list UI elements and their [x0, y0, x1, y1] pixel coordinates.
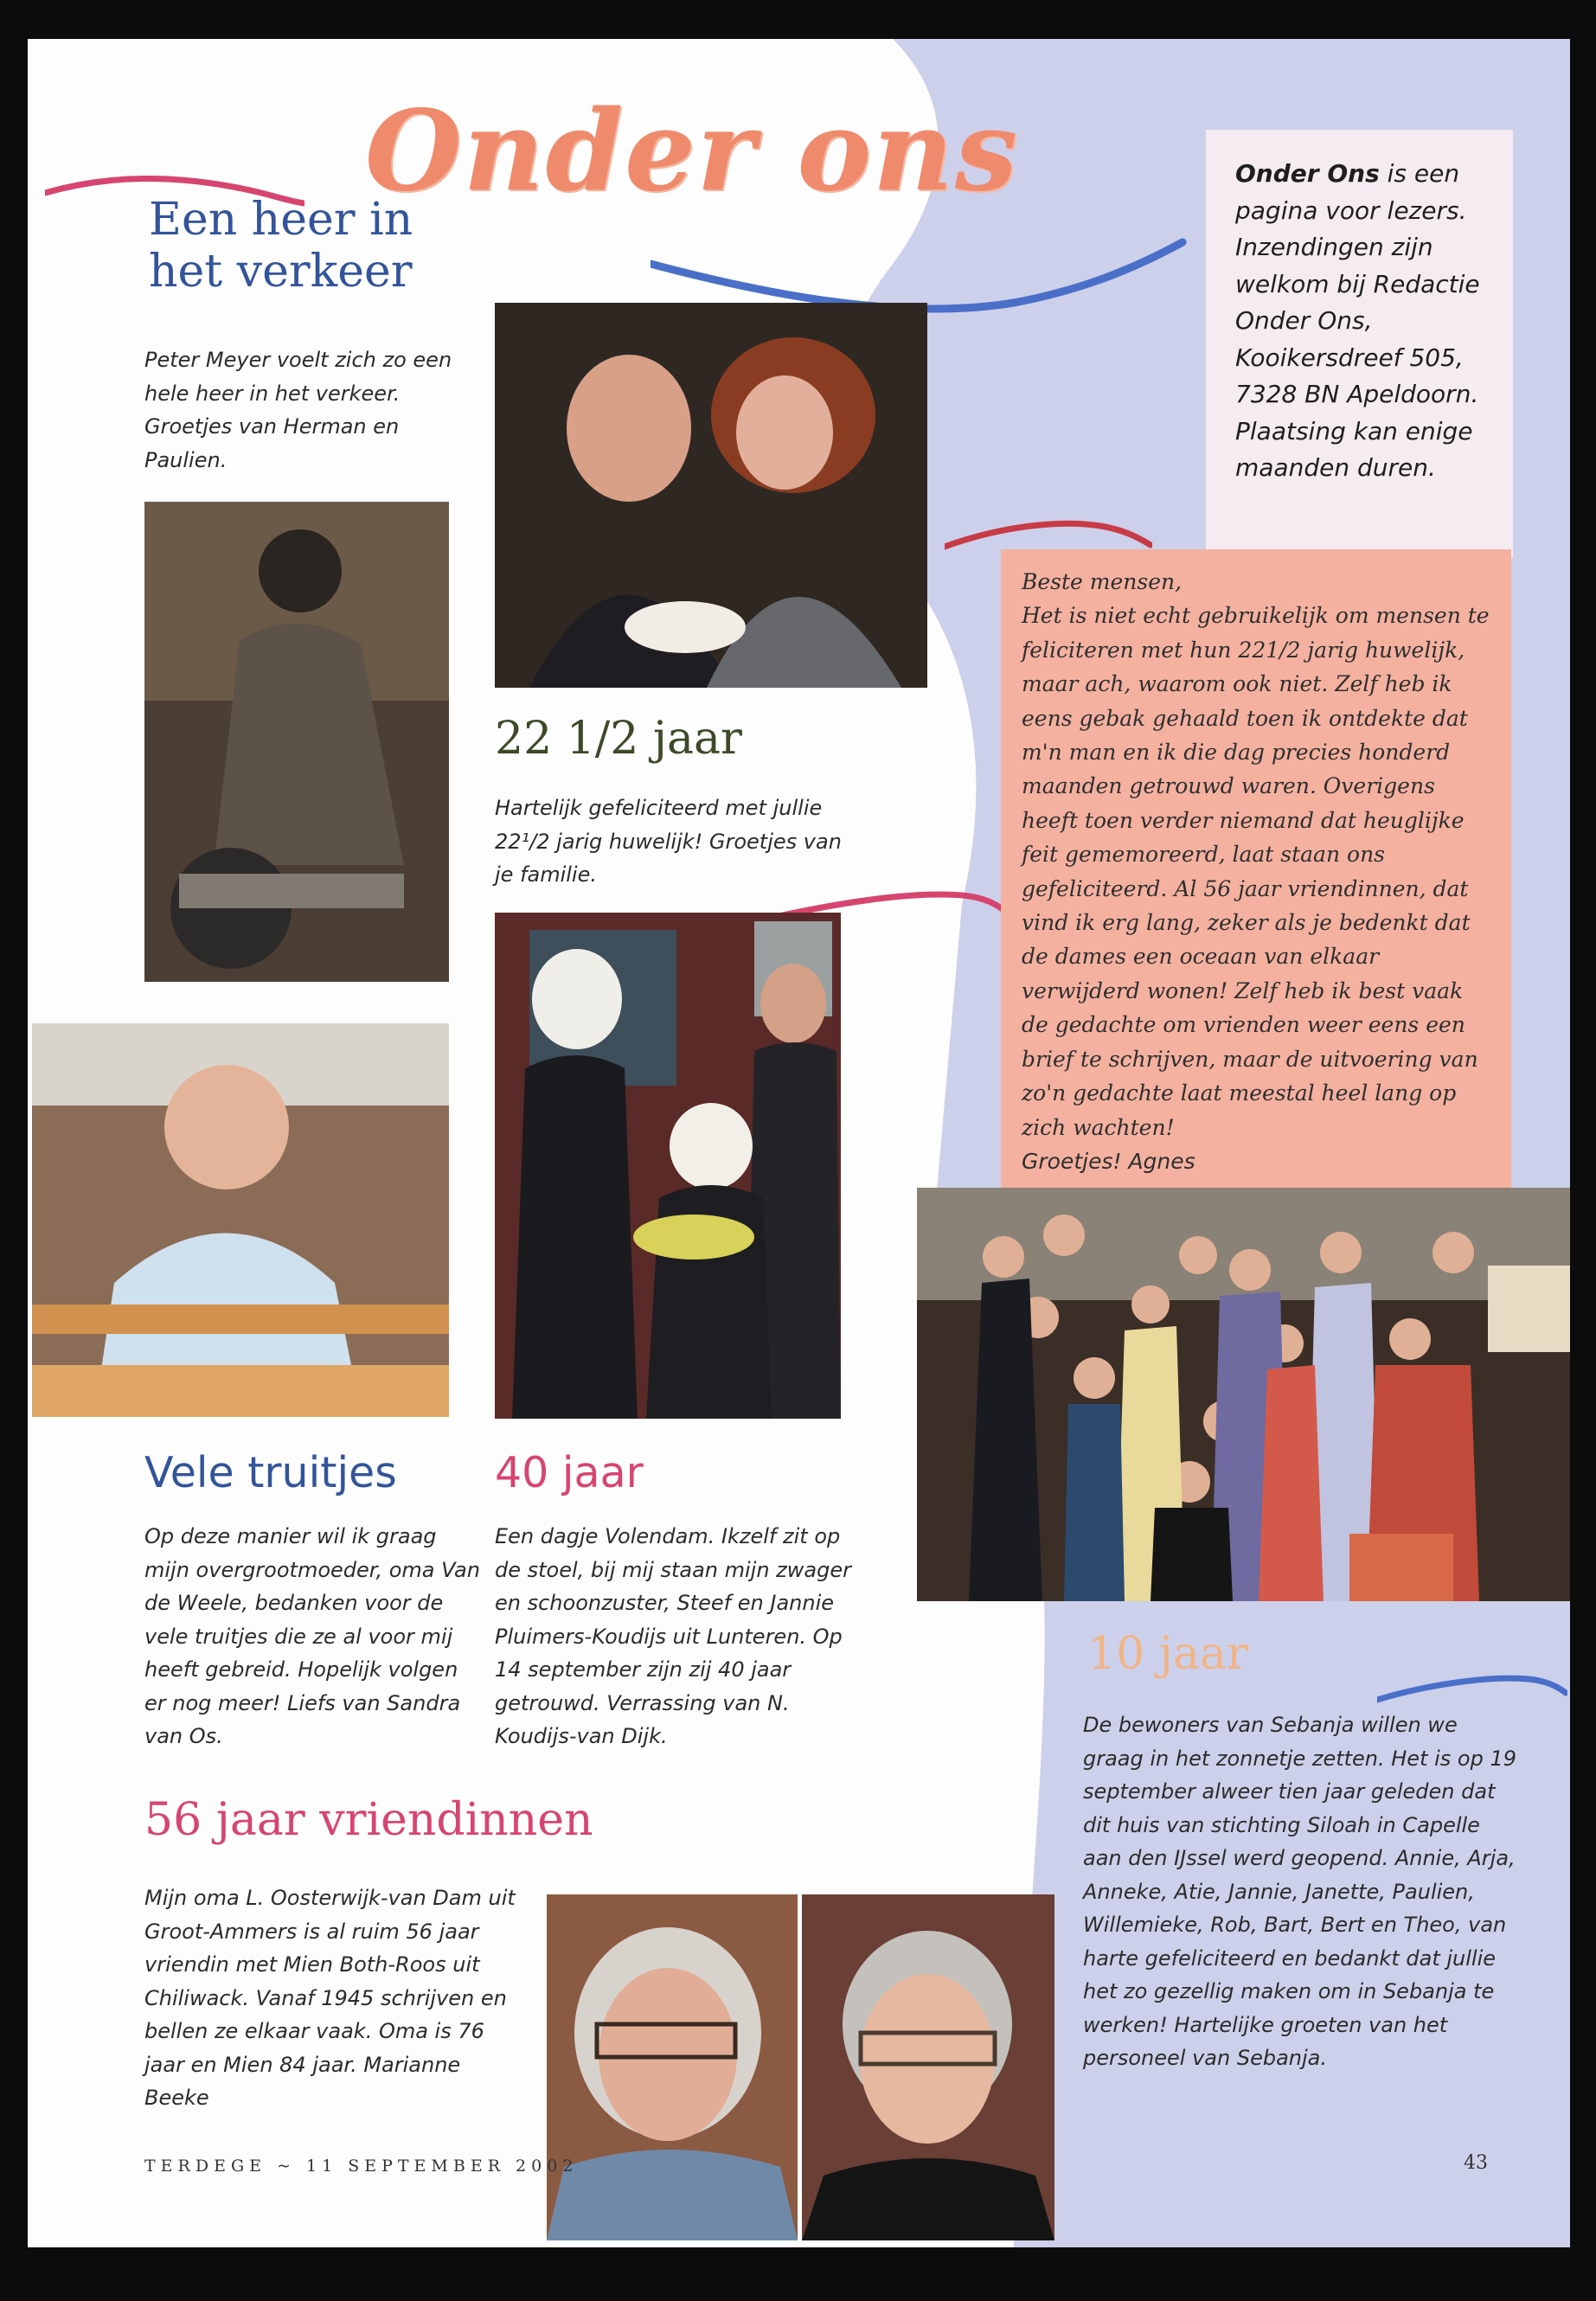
letter-salutation: Beste mensen, [1022, 569, 1183, 594]
heading-vele-truitjes: Vele truitjes [144, 1448, 397, 1497]
photo-sebanja-group [917, 1188, 1570, 1601]
heading-heer [149, 195, 413, 298]
letter-body: Het is niet echt gebruikelijk om mensen te feliciteren met hun 221/2 jarig huwelijk, maar ach, waarom ook niet. Zelf heb ik eens gebak gehaald toen ik ontdekte dat m'n man en ik die dag precies honderd maanden getrouwd waren. Overigens heeft toen verder niemand dat heuglijke feit gememoreerd, laat staan ons gefeliciteerd. Al 56 jaar vriendinnen, dat vind ik erg lang, zeker als je bedenkt dat de dames een oceaan van elkaar verwijderd wonen! Zelf heb ik best vaak de gedachte om vrienden weer eens een brief te schrijven, maar de uitvoering van zo'n gedachte laat meestal heel lang op zich wachten! [1022, 603, 1490, 1140]
heading-10-jaar: 10 jaar [1087, 1628, 1248, 1680]
info-box-bold: Onder Ons [1235, 159, 1380, 188]
heading-22-jaar: 22 1/2 jaar [495, 713, 742, 765]
caption-40-jaar: Een dagje Volendam. Ikzelf zit op de stoel, bij mij staan mijn zwager en schoonzuster, Steef en Jannie Pluimers-Koudijs uit Lunteren. Op 14 september zijn zij 40 jaar getrouwd. Verrassing van N. Koudijs-van Dijk. [495, 1524, 851, 1748]
caption-vele-truitjes: Op deze manier wil ik graag mijn overgrootmoeder, oma Van de Weele, bedanken voor de vele truitjes die ze al voor mij heeft gebreid. Hopelijk volgen er nog meer! Liefs van Sandra van Os. [144, 1524, 480, 1748]
photo-motorcyclist [144, 502, 449, 982]
decorative-blue-stroke-right [1377, 1665, 1567, 1708]
photo-baby [32, 1023, 449, 1417]
photo-oma-oosterwijk [547, 1894, 798, 2240]
caption-56-jaar-vriendinnen: Mijn oma L. Oosterwijk-van Dam uit Groot-Ammers is al ruim 56 jaar vriendin met Mien Both-Roos uit Chiliwack. Vanaf 1945 schrijven en bellen ze elkaar vaak. Oma is 76 jaar en Mien 84 jaar. Marianne Beeke [144, 1886, 516, 2110]
photo-mien-both-roos [802, 1894, 1054, 2240]
photo-volendam [495, 913, 841, 1419]
caption-22-jaar: Hartelijk gefeliciteerd met jullie 22¹/2 jarig huwelijk! Groetjes van je familie. [495, 796, 842, 887]
caption-heer: Peter Meyer voelt zich zo een hele heer in het verkeer. Groetjes van Herman en Paulien. [144, 348, 452, 472]
heading-heer-line2: het verkeer [149, 245, 413, 298]
heading-56-jaar-vriendinnen: 56 jaar vriendinnen [144, 1794, 593, 1846]
letter-signoff: Groetjes! Agnes [1022, 1148, 1195, 1174]
decorative-red-stroke-mid [945, 510, 1152, 554]
caption-10-jaar: De bewoners van Sebanja willen we graag in het zonnetje zetten. Het is op 19 september alweer tien jaar geleden dat dit huis van stichting Siloah in Capelle aan den IJssel werd geopend. Annie, Arja, Anneke, Atie, Jannie, Janette, Paulien, Willemieke, Rob, Bart, Bert en Theo, van harte gefeliciteerd en bedankt dat jullie het zo gezellig maken om in Sebanja te werken! Hartelijke groeten van het personeel van Sebanja. [1083, 1713, 1516, 2070]
info-box-onder-ons [1206, 130, 1513, 558]
page-title: Onder ons [365, 87, 1019, 216]
letter-box [1001, 549, 1511, 1200]
magazine-page [28, 39, 1570, 2247]
footer-publication-date: TERDEGE ~ 11 SEPTEMBER 2002 [144, 2157, 579, 2176]
heading-40-jaar: 40 jaar [495, 1448, 644, 1497]
info-box-text: is een pagina voor lezers. Inzendingen zijn welkom bij Redactie Onder Ons, Kooikersdreef 505, 7328 BN Apeldoorn. Plaatsing kan enige maanden duren. [1235, 159, 1480, 482]
photo-wedding-couple [495, 303, 927, 688]
page-number: 43 [1464, 2152, 1488, 2174]
heading-heer-line1: Een heer in [149, 194, 413, 246]
